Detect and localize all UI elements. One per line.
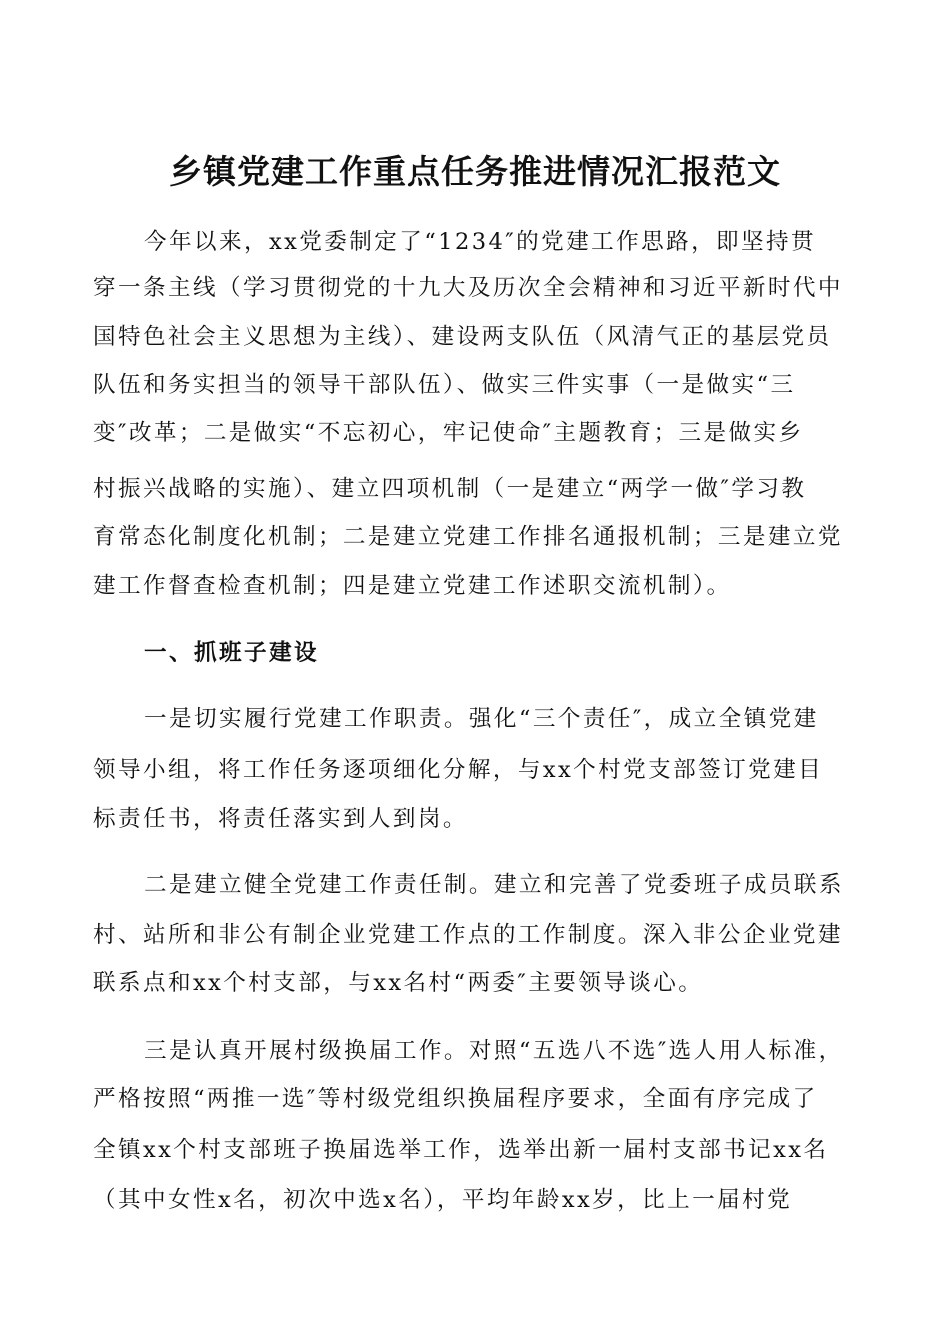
intro-line-2: 穿一条主线（学习贯彻党的十九大及历次全会精神和习近平新时代中 [93,275,843,301]
para1-line-3: 标责任书，将责任落实到人到岗。 [93,806,468,832]
para3-line-2: 严格按照“两推一选″等村级党组织换届程序要求，全面有序完成了 [93,1086,818,1112]
para2-line-2: 村、站所和非公有制企业党建工作点的工作制度。深入非公企业党建 [93,922,843,948]
intro-line-7: 育常态化制度化机制；二是建立党建工作排名通报机制；三是建立党 [93,524,843,550]
para3-line-3: 全镇xx个村支部班子换届选举工作，选举出新一届村支部书记xx名 [93,1137,829,1163]
para1-line-1: 一是切实履行党建工作职责。强化“三个责任″，成立全镇党建 [144,706,819,732]
para2-line-3: 联系点和xx个村支部，与xx名村“两委″主要领导谈心。 [93,970,704,996]
intro-line-1: 今年以来，xx党委制定了“1234″的党建工作思路，即坚持贯 [144,229,817,255]
intro-line-3: 国特色社会主义思想为主线）、建设两支队伍（风清气正的基层党员 [93,324,832,350]
para3-line-1: 三是认真开展村级换届工作。对照“五选八不选″选人用人标准， [144,1038,844,1064]
intro-line-5: 变″改革；二是做实“不忘初心，牢记使命″主题教育；三是做实乡 [93,420,804,446]
intro-line-8: 建工作督查检查机制；四是建立党建工作述职交流机制）。 [93,573,732,599]
para2-line-1: 二是建立健全党建工作责任制。建立和完善了党委班子成员联系 [144,872,844,898]
intro-line-6: 村振兴战略的实施）、建立四项机制（一是建立“两学一做″学习教 [93,476,807,502]
section-heading: 一、抓班子建设 [144,640,319,666]
intro-line-4: 队伍和务实担当的领导干部队伍）、做实三件实事（一是做实“三 [93,372,796,398]
para1-line-2: 领导小组，将工作任务逐项细化分解，与xx个村党支部签订党建目 [93,757,824,783]
para3-line-4: （其中女性x名，初次中选x名），平均年龄xx岁，比上一届村党 [93,1187,793,1213]
document-title: 乡镇党建工作重点任务推进情况汇报范文 [169,152,781,191]
